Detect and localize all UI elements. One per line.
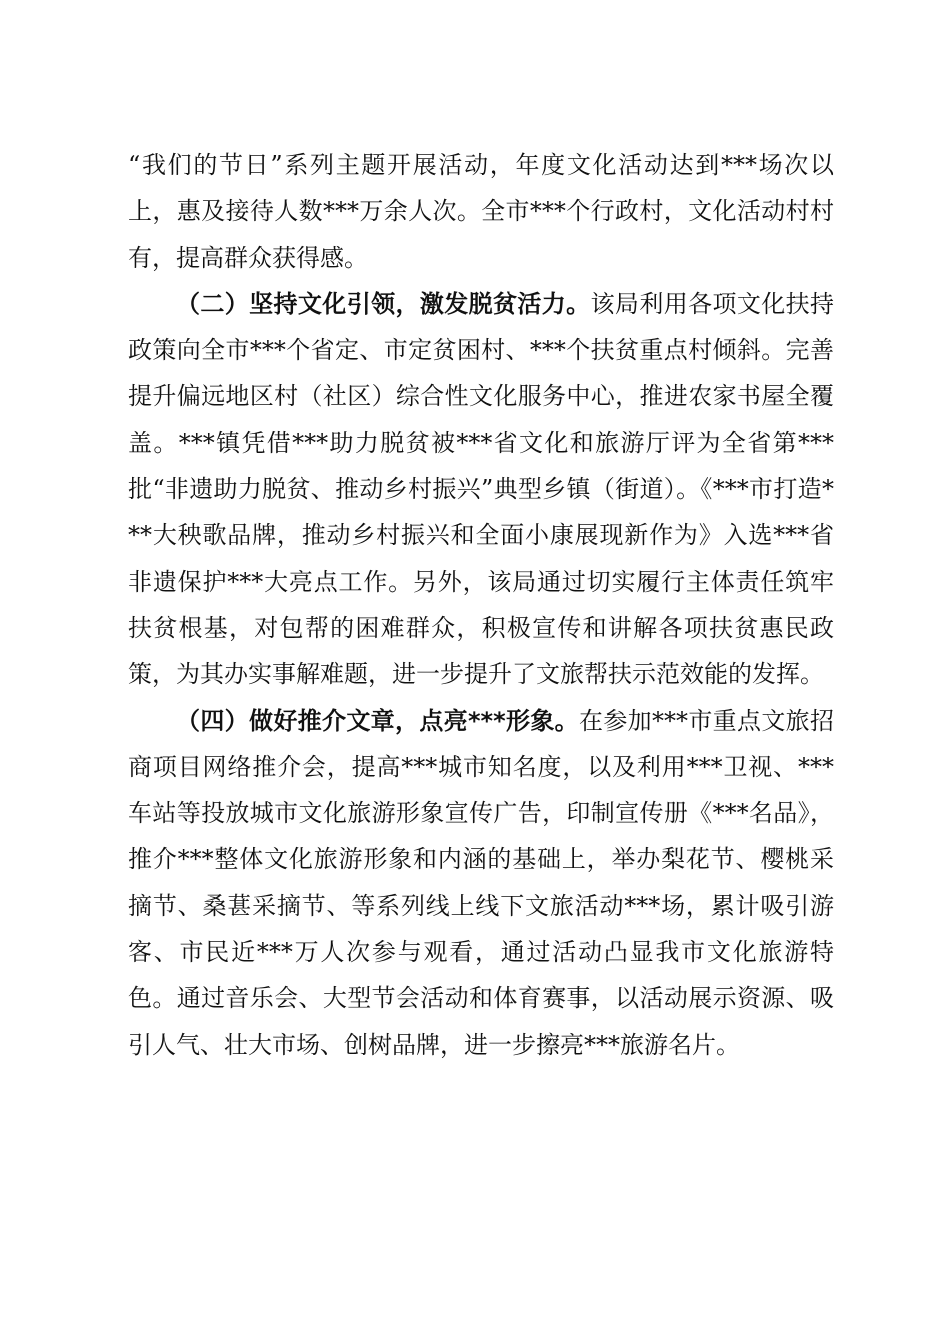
section-heading: （四）做好推介文章，点亮***形象。 xyxy=(176,706,579,735)
paragraph-cultural-leadership xyxy=(128,281,834,698)
section-heading: （二）坚持文化引领，激发脱贫活力。 xyxy=(176,289,591,318)
document-body xyxy=(128,142,834,1068)
paragraph-text: “我们的节日”系列主题开展活动，年度文化活动达到***场次以上，惠及接待人数***万余人次。全市***个行政村，文化活动村村有，提高群众获得感。 xyxy=(128,151,834,272)
paragraph-text: 该局利用各项文化扶持政策向全市***个省定、市定贫困村、***个扶贫重点村倾斜。完善提升偏远地区村（社区）综合性文化服务中心，推进农家书屋全覆盖。***镇凭借***助力脱贫被***省文化和旅游厅评为全省第***批“非遗助力脱贫、推动乡村振兴”典型乡镇（街道）。《***市打造***大秧歌品牌，推动乡村振兴和全面小康展现新作为》入选***省非遗保护***大亮点工作。另外，该局通过切实履行主体责任筑牢扶贫根基，对包帮的困难群众，积极宣传和讲解各项扶贫惠民政策，为其办实事解难题，进一步提升了文旅帮扶示范效能的发挥。 xyxy=(128,289,835,689)
paragraph-promotion xyxy=(128,698,834,1068)
paragraph-activities-continuation xyxy=(128,142,834,281)
paragraph-text: 在参加***市重点文旅招商项目网络推介会，提高***城市知名度，以及利用***卫视、***车站等投放城市文化旅游形象宣传广告，印制宣传册《***名品》，推介***整体文化旅游形象和内涵的基础上，举办梨花节、樱桃采摘节、桑葚采摘节、等系列线上线下文旅活动***场，累计吸引游客、市民近***万人次参与观看，通过活动凸显我市文化旅游特色。通过音乐会、大型节会活动和体育赛事，以活动展示资源、吸引人气、壮大市场、创树品牌，进一步擦亮***旅游名片。 xyxy=(128,706,835,1059)
